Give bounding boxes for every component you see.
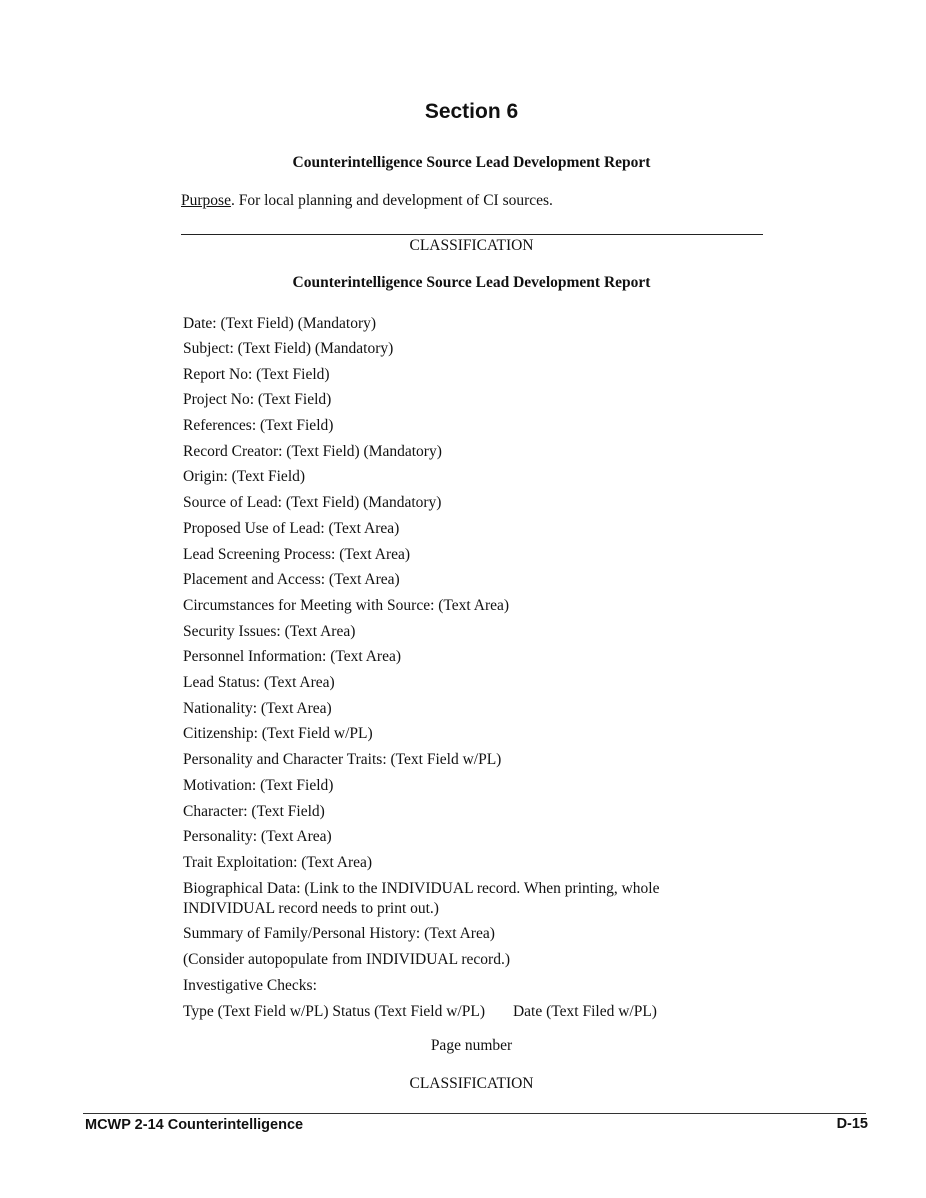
form-title: Counterintelligence Source Lead Development Report	[292, 274, 651, 291]
field-placement-access: Placement and Access: (Text Area)	[183, 571, 400, 588]
field-references: References: (Text Field)	[183, 417, 334, 434]
classification-bottom: CLASSIFICATION	[409, 1075, 534, 1092]
classification-top: CLASSIFICATION	[409, 237, 534, 254]
field-citizenship: Citizenship: (Text Field w/PL)	[183, 725, 373, 742]
field-summary-history: Summary of Family/Personal History: (Text Area)	[183, 925, 495, 942]
autopopulate-note: (Consider autopopulate from INDIVIDUAL record.)	[183, 951, 510, 968]
field-trait-exploitation: Trait Exploitation: (Text Area)	[183, 854, 373, 871]
field-circumstances: Circumstances for Meeting with Source: (Text Area)	[183, 597, 510, 614]
footer-publication-title: MCWP 2-14 Counterintelligence	[85, 1117, 304, 1133]
checks-date: Date (Text Filed w/PL)	[512, 1003, 657, 1020]
field-proposed-use: Proposed Use of Lead: (Text Area)	[183, 520, 400, 537]
field-motivation: Motivation: (Text Field)	[183, 777, 334, 794]
page-number-label: Page number	[430, 1037, 513, 1054]
field-security-issues: Security Issues: (Text Area)	[183, 623, 356, 640]
investigative-checks-row	[183, 1003, 657, 1021]
investigative-checks-label: Investigative Checks:	[183, 977, 317, 994]
purpose-label: Purpose	[181, 192, 231, 209]
field-source-of-lead: Source of Lead: (Text Field) (Mandatory)	[183, 494, 442, 511]
field-project-no: Project No: (Text Field)	[183, 391, 332, 408]
form-top-rule	[181, 234, 763, 235]
field-nationality: Nationality: (Text Area)	[183, 700, 332, 717]
field-lead-screening: Lead Screening Process: (Text Area)	[183, 546, 411, 563]
field-record-creator: Record Creator: (Text Field) (Mandatory)	[183, 443, 442, 460]
footer-rule	[83, 1113, 866, 1114]
field-character: Character: (Text Field)	[183, 803, 325, 820]
field-biographical-data-cont: INDIVIDUAL record needs to print out.)	[183, 900, 439, 917]
field-personality: Personality: (Text Area)	[183, 828, 332, 845]
checks-type-status: Type (Text Field w/PL) Status (Text Field w/PL)	[183, 1003, 485, 1020]
field-lead-status: Lead Status: (Text Area)	[183, 674, 335, 691]
field-personnel-info: Personnel Information: (Text Area)	[183, 648, 401, 665]
section-title: Section 6	[424, 100, 519, 123]
field-report-no: Report No: (Text Field)	[183, 366, 330, 383]
purpose-text: . For local planning and development of CI sources.	[230, 192, 553, 209]
field-personality-traits: Personality and Character Traits: (Text Field w/PL)	[183, 751, 502, 768]
report-title: Counterintelligence Source Lead Development Report	[292, 154, 651, 171]
field-origin: Origin: (Text Field)	[183, 468, 306, 485]
field-subject: Subject: (Text Field) (Mandatory)	[183, 340, 394, 357]
purpose-paragraph	[181, 192, 553, 210]
field-date: Date: (Text Field) (Mandatory)	[183, 315, 377, 332]
field-biographical-data: Biographical Data: (Link to the INDIVIDUAL record. When printing, whole	[183, 880, 660, 897]
footer-page-id: D-15	[836, 1116, 868, 1132]
